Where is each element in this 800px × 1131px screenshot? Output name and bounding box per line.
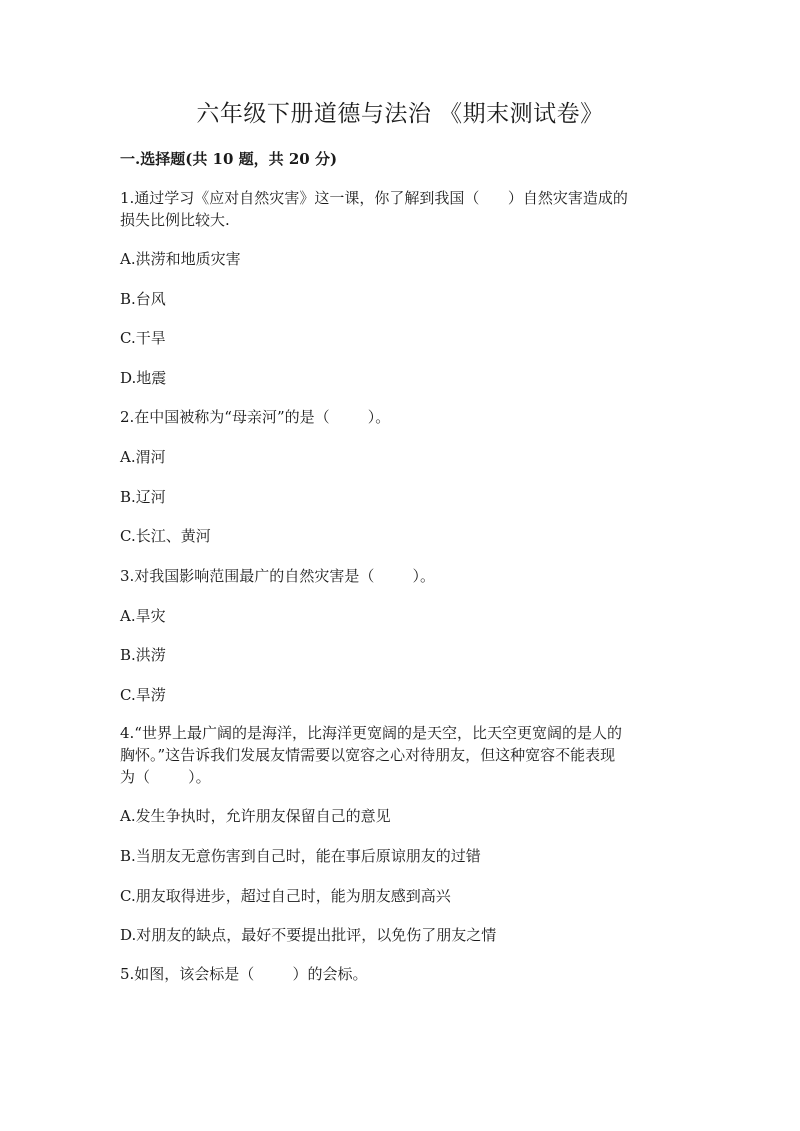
- section-heading: 一.选择题(共 10 题，共 20 分): [120, 150, 338, 168]
- question-1-option-d: D.地震: [120, 369, 167, 387]
- question-2-option-b: B.辽河: [120, 488, 166, 506]
- question-4-stem-line-2: 胸怀。”这告诉我们发展友情需要以宽容之心对待朋友，但这种宽容不能表现: [120, 746, 616, 764]
- question-1-option-b: B.台风: [120, 290, 166, 308]
- question-1-option-c: C.干旱: [120, 329, 166, 347]
- question-4-stem-line-1: 4.“世界上最广阔的是海洋，比海洋更宽阔的是天空，比天空更宽阔的是人的: [120, 724, 622, 742]
- question-2-stem: 2.在中国被称为“母亲河”的是（ ）。: [120, 408, 391, 426]
- exam-title: 六年级下册道德与法治 《期末测试卷》: [196, 101, 604, 127]
- question-4-stem-line-3: 为（ ）。: [120, 768, 211, 786]
- question-5-stem: 5.如图，该会标是（ ）的会标。: [120, 965, 368, 983]
- question-1-option-a: A.洪涝和地质灾害: [120, 250, 241, 268]
- question-3-option-b: B.洪涝: [120, 646, 166, 664]
- question-4-option-a: A.发生争执时，允许朋友保留自己的意见: [120, 807, 391, 825]
- question-4-option-d: D.对朋友的缺点，最好不要提出批评，以免伤了朋友之情: [120, 926, 497, 944]
- question-2-option-a: A.渭河: [120, 448, 166, 466]
- question-3-stem: 3.对我国影响范围最广的自然灾害是（ ）。: [120, 567, 435, 585]
- question-2-option-c: C.长江、黄河: [120, 527, 211, 545]
- question-4-option-c: C.朋友取得进步，超过自己时，能为朋友感到高兴: [120, 887, 451, 905]
- question-3-option-a: A.旱灾: [120, 607, 166, 625]
- question-1-stem-line-2: 损失比例比较大.: [120, 211, 230, 229]
- question-1-stem-line-1: 1.通过学习《应对自然灾害》这一课，你了解到我国（ ）自然灾害造成的: [120, 189, 628, 207]
- question-3-option-c: C.旱涝: [120, 686, 166, 704]
- question-4-option-b: B.当朋友无意伤害到自己时，能在事后原谅朋友的过错: [120, 847, 481, 865]
